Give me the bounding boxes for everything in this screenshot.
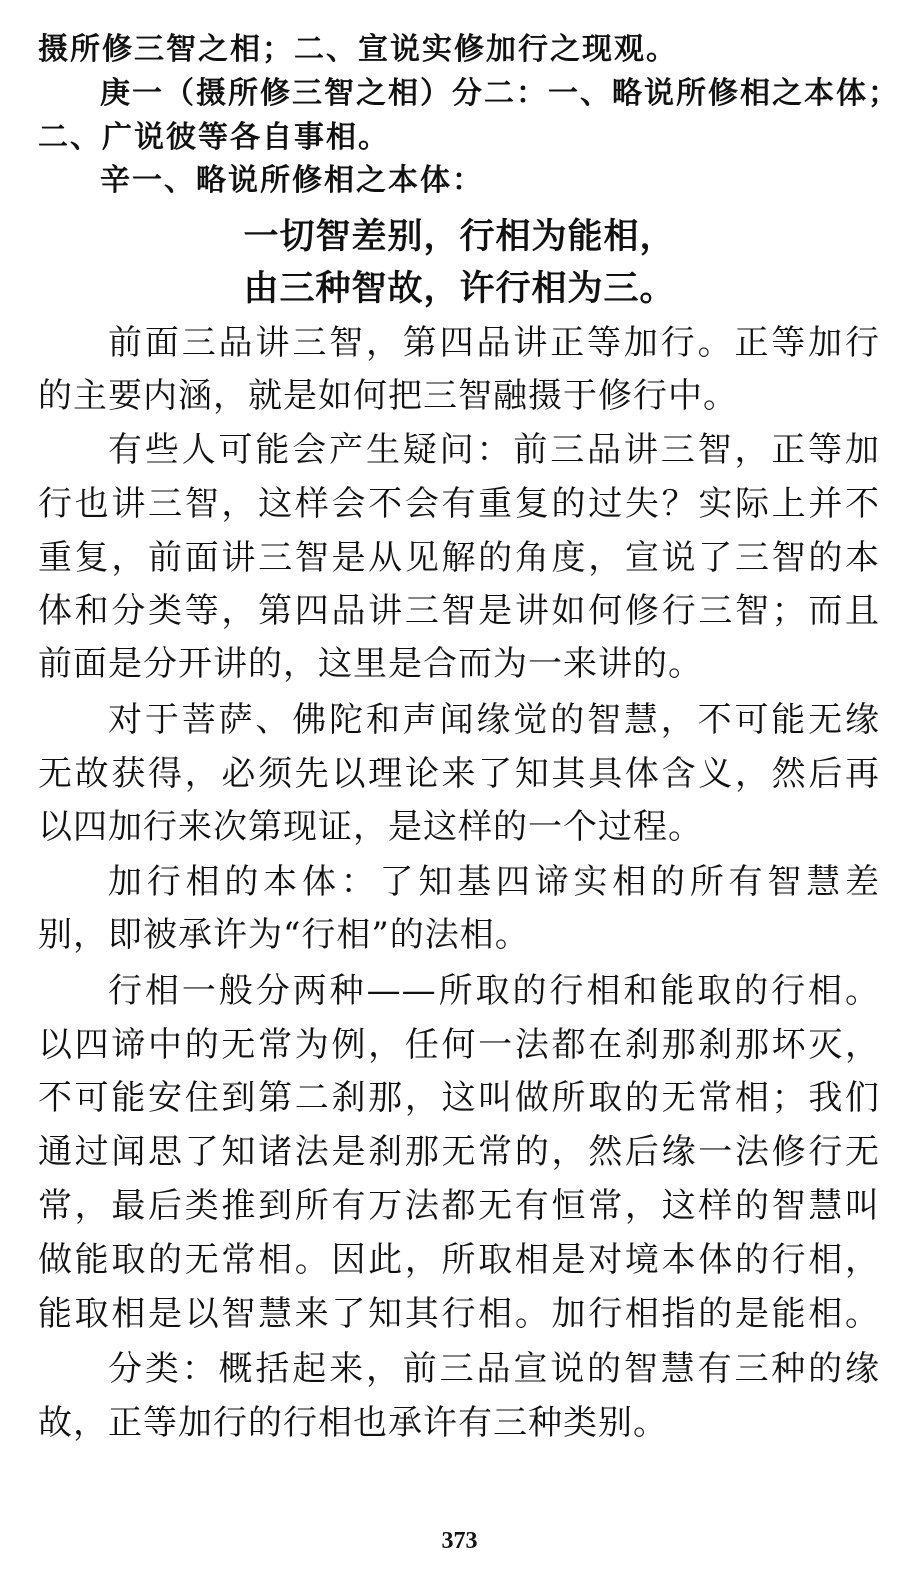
paragraph-line: 对于菩萨、佛陀和声闻缘觉的智慧，不可能无缘 xyxy=(108,700,880,740)
verse-line: 由三种智故，许行相为三。 xyxy=(243,269,676,309)
paragraph-line: 加行相的本体：了知基四谛实相的所有智慧差 xyxy=(108,862,880,902)
section-heading-line: 辛一、略说所修相之本体： xyxy=(100,163,484,198)
paragraph-line: 不可能安住到第二刹那，这叫做所取的无常相；我们 xyxy=(38,1078,880,1118)
paragraph-line: 前面三品讲三智，第四品讲正等加行。正等加行 xyxy=(108,323,880,363)
paragraph-line: 做能取的无常相。因此，所取相是对境本体的行相， xyxy=(38,1240,880,1280)
paragraph-line: 无故获得，必须先以理论来了知其具体含义，然后再 xyxy=(38,754,880,794)
paragraph-line: 前面是分开讲的，这里是合而为一来讲的。 xyxy=(38,644,703,684)
paragraph-line: 能取相是以智慧来了知其行相。加行相指的是能相。 xyxy=(38,1294,880,1334)
paragraph-line: 体和分类等，第四品讲三智是讲如何修行三智；而且 xyxy=(38,591,880,631)
paragraph-line: 别，即被承许为“行相”的法相。 xyxy=(38,915,530,955)
section-heading-line: 二、广说彼等各自事相。 xyxy=(38,120,390,155)
paragraph-line: 以四加行来次第现证，是这样的一个过程。 xyxy=(38,807,703,847)
paragraph-line: 常，最后类推到所有万法都无有恒常，这样的智慧叫 xyxy=(38,1186,880,1226)
section-heading-line: 摄所修三智之相；二、宣说实修加行之现观。 xyxy=(38,32,678,67)
paragraph-line: 通过闻思了知诸法是刹那无常的，然后缘一法修行无 xyxy=(38,1132,880,1172)
paragraph-line: 以四谛中的无常为例，任何一法都在刹那刹那坏灭， xyxy=(38,1025,880,1065)
paragraph-line: 行也讲三智，这样会不会有重复的过失？实际上并不 xyxy=(38,484,880,524)
paragraph-line: 分类：概括起来，前三品宣说的智慧有三种的缘 xyxy=(108,1349,880,1389)
paragraph-line: 行相一般分两种——所取的行相和能取的行相。 xyxy=(108,971,880,1011)
paragraph-line: 重复，前面讲三智是从见解的角度，宣说了三智的本 xyxy=(38,538,880,578)
paragraph-line: 有些人可能会产生疑问：前三品讲三智，正等加 xyxy=(108,430,880,470)
page-number: 373 xyxy=(441,1528,478,1554)
verse-line: 一切智差别，行相为能相， xyxy=(243,217,676,257)
paragraph-line: 故，正等加行的行相也承许有三种类别。 xyxy=(38,1403,668,1443)
paragraph-line: 的主要内涵，就是如何把三智融摄于修行中。 xyxy=(38,376,738,416)
section-heading-line: 庚一（摄所修三智之相）分二：一、略说所修相之本体； xyxy=(100,76,900,111)
